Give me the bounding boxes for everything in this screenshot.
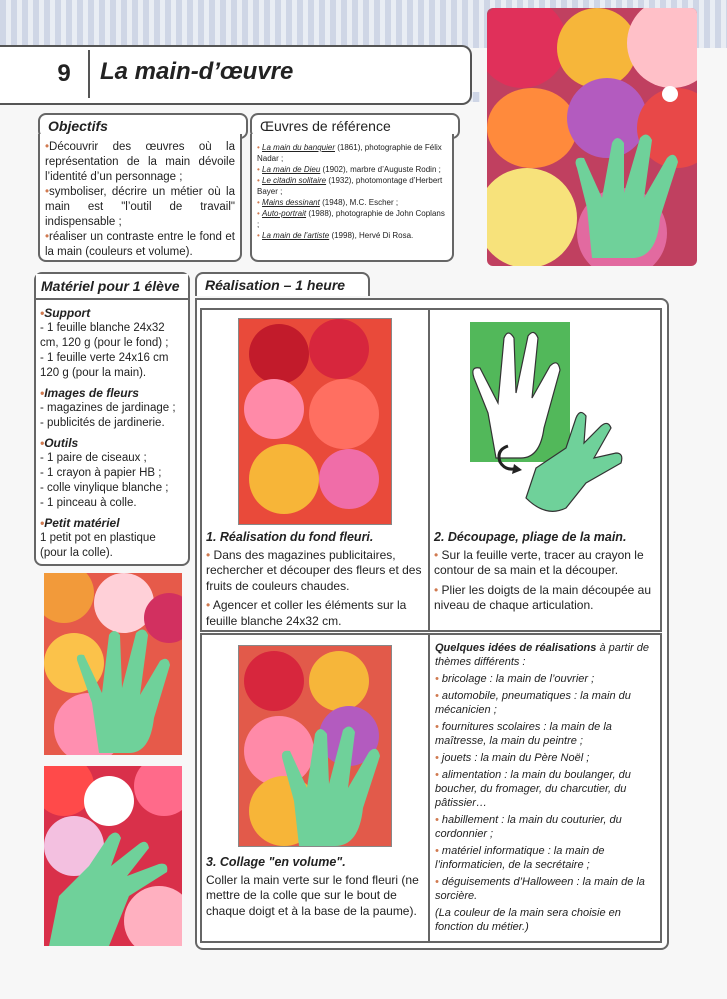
objectif-item: •réaliser un contraste entre le fond et la main (couleurs et volume). [45,231,235,258]
materiel-title: Matériel pour 1 élève [36,274,188,300]
green-hand-icon [279,716,389,846]
step1-photo [238,318,392,525]
idea-item: • habillement : la main du couturier, du cordonnier ; [435,814,622,840]
step2-title: 2. Découpage, pliage de la main. [434,530,627,544]
realisation-tab: Réalisation – 1 heure [195,272,370,296]
step2-bullet: • Plier les doigts de la main découpée au niveau de chaque articulation. [434,582,652,612]
step1-bullet: • Agencer et coller les éléments sur la feuille blanche 24x32 cm. [206,598,407,628]
idea-item: • automobile, pneumatiques : la main du mécanicien ; [435,690,631,716]
collage-photo-left-2 [44,766,182,946]
idea-item: • jouets : la main du Père Noël ; [435,752,590,764]
step3-text: Coller la main verte sur le fond fleuri (ne mettre de la colle que sur le bout de chaque doigt et à la base de la paume). [206,872,419,918]
green-hand-icon [572,128,692,258]
objectifs-panel [38,134,242,262]
step1-cell [200,308,430,632]
green-hand-icon [74,623,174,753]
oeuvre-item: • La main du banquier (1861), photographie de Félix Nadar ; [257,143,442,163]
oeuvre-item: • La main de l’artiste (1998), Hervé Di Rosa. [257,231,414,240]
oeuvre-item: • Auto-portrait (1988), photographie de John Coplans ; [257,209,445,229]
idea-item: • matériel informatique : la main de l’informaticien, de la secrétaire ; [435,845,605,871]
ideas-title: Quelques idées de réalisations à partir de thèmes différents : [435,642,649,668]
idea-item: • fournitures scolaires : la main de la maîtresse, la main du peintre ; [435,721,612,747]
materiel-panel [34,272,190,566]
step2-bullet: • Sur la feuille verte, tracer au crayon le contour de sa main et la découper. [434,547,644,577]
step3-cell [200,633,430,943]
step1-title: 1. Réalisation du fond fleuri. [206,530,374,544]
ideas-cell [428,633,662,943]
step3-title: 3. Collage "en volume". [206,855,346,869]
idea-item: • déguisements d’Halloween : la main de la sorcière. [435,876,645,902]
materiel-section: •Outils - 1 paire de ciseaux ; - 1 crayon à papier HB ; - colle vinylique blanche ; - 1 pinceau à colle. [40,436,169,509]
hand-cutout-diagram [466,318,626,518]
collage-photo-left-1 [44,573,182,755]
step2-cell [428,308,662,632]
oeuvre-item: • La main de Dieu (1902), marbre d’Auguste Rodin ; [257,165,441,174]
objectifs-tab: Objectifs [38,113,248,139]
materiel-section: •Petit matériel 1 petit pot en plastique (pour la colle). [40,516,156,559]
objectif-item: •symboliser, décrire un métier où la main est "l’outil de travail" indispensable ; [45,186,235,228]
chapter-number: 9 [40,50,90,98]
idea-item: • bricolage : la main de l’ouvrier ; [435,673,595,685]
green-hand-icon [49,826,179,946]
step1-bullet: • Dans des magazines publicitaires, rechercher et découper des fleurs et des fruits de couleurs chaudes. [206,547,422,593]
ideas-note: (La couleur de la main sera choisie en fonction du métier.) [435,907,621,933]
materiel-section: •Support - 1 feuille blanche 24x32 cm, 120 g (pour le fond) ; - 1 feuille verte 24x16 cm 120 g (pour la main). [40,306,169,379]
oeuvres-panel [250,134,454,262]
objectif-item: •Découvrir des œuvres où la représentation de la main dévoile l’identité d’un personnage ; [45,141,235,183]
collage-photo-top [487,8,697,266]
oeuvres-tab: Œuvres de référence [250,113,460,139]
materiel-section: •Images de fleurs - magazines de jardinage ; - publicités de jardinerie. [40,386,176,429]
page-title: La main-d’œuvre [100,58,294,85]
oeuvre-item: • Mains dessinant (1948), M.C. Escher ; [257,198,399,207]
oeuvre-item: • Le citadin solitaire (1932), photomontage d’Herbert Bayer ; [257,176,443,196]
step3-photo [238,645,392,847]
idea-item: • alimentation : la main du boulanger, du boucher, du fromager, du charcutier, du pâtissier… [435,769,631,809]
